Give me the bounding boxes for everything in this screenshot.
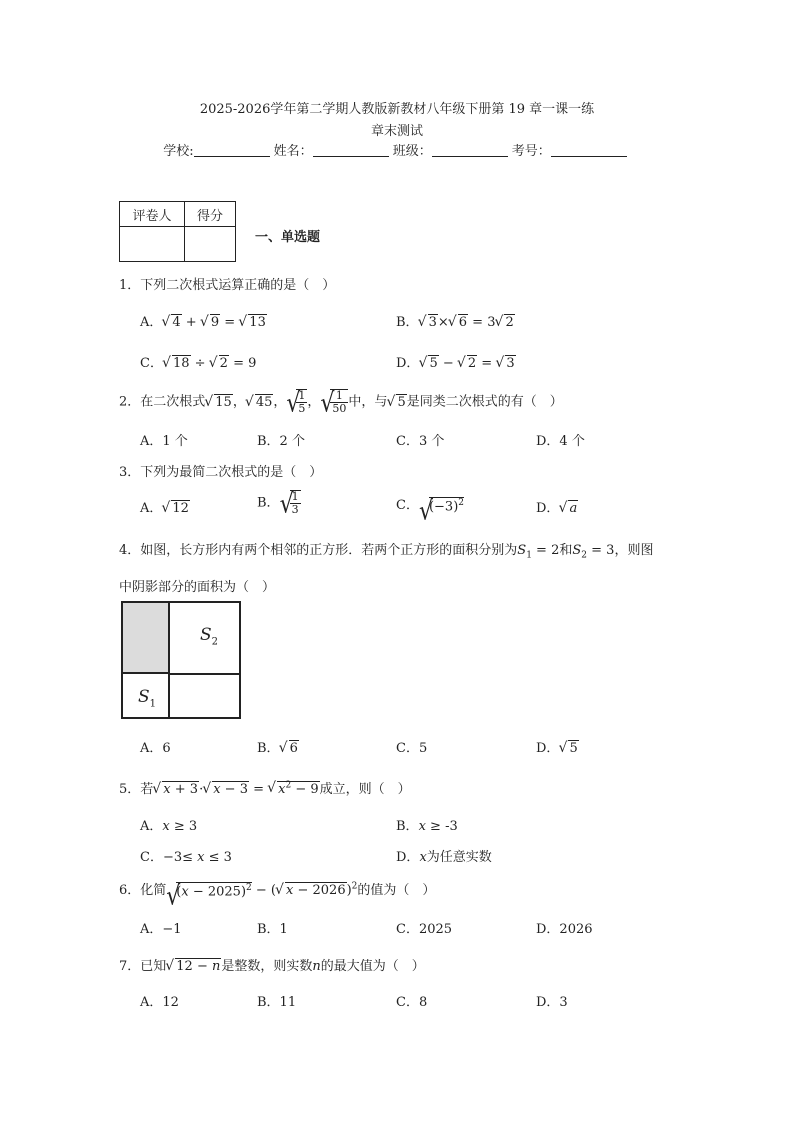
question-1-option-c: C．√ 18 ÷ √ 2 = 9 — [140, 352, 256, 371]
class-label: 班级： — [392, 144, 432, 159]
question-2-option-b: B．2 个 — [257, 434, 305, 449]
question-6-stem: 6．化简√ $(x - 2025)^2$ − (√ x − 2026)$^2$的值为（ ） — [119, 879, 435, 899]
exam-no-label: 考号： — [511, 144, 551, 159]
question-4-option-a: A．6 — [140, 741, 171, 756]
question-6-option-a: A．−1 — [140, 922, 182, 937]
question-4-option-d: D．√ 5 — [536, 737, 579, 756]
question-3-option-c: C．√ $(-3)^2$ — [396, 494, 464, 514]
question-2-option-c: C．3 个 — [396, 434, 445, 449]
class-blank — [432, 144, 508, 157]
grader-header: 评卷人 — [120, 202, 185, 227]
question-3-stem: 3．下列为最简二次根式的是（ ） — [119, 465, 323, 480]
question-5-option-c: C．−3≤ x ≤ 3 — [140, 850, 232, 865]
question-5-option-d: D．x为任意实数 — [396, 850, 492, 865]
student-info-line — [0, 140, 794, 159]
question-7-option-c: C．8 — [396, 995, 428, 1010]
question-5-option-a: A．x ≥ 3 — [140, 819, 198, 834]
school-blank — [194, 144, 270, 157]
question-5-option-b: B．x ≥ -3 — [396, 819, 458, 834]
name-label: 姓名： — [273, 144, 313, 159]
question-1-option-b: B．√ 3×√ 6 = 3√ 2 — [396, 311, 515, 330]
question-6-option-b: B．1 — [257, 922, 288, 937]
question-3-option-d: D．√ a — [536, 497, 578, 516]
shaded-region — [123, 603, 170, 674]
question-6-option-d: D．2026 — [536, 922, 593, 937]
question-7-option-a: A．12 — [140, 995, 179, 1010]
score-cell — [185, 227, 236, 262]
school-label: 学校: — [163, 144, 194, 159]
question-4-option-b: B．√ 6 — [257, 737, 299, 756]
name-blank — [313, 144, 389, 157]
question-2-stem: 2．在二次根式√ 15，√ 45， √ $\frac{1}{5}$ ， √ $\frac{1}{50}$ 中，与√ 5是同类二次根式的有（ ） — [119, 389, 563, 415]
figure-label-s1: $S_1$ — [138, 687, 157, 710]
figure-divider-vertical — [168, 603, 170, 717]
question-4-stem-line2: 中阴影部分的面积为（ ） — [119, 580, 276, 595]
question-6-option-c: C．2025 — [396, 922, 453, 937]
figure-label-s2: $S_2$ — [200, 625, 219, 648]
question-1-option-d: D．√ 5 − √ 2 = √ 3 — [396, 352, 516, 371]
question-1-option-a: A．√ 4 + √ 9 = √ 13 — [140, 311, 267, 330]
exam-title-line1: 2025-2026学年第二学期人教版新教材八年级下册第 19 章一课一练 — [199, 102, 595, 117]
exam-no-blank — [551, 144, 627, 157]
figure-divider-horizontal — [168, 673, 239, 675]
exam-title-line2: 章末测试 — [370, 124, 423, 139]
question-4-figure — [121, 601, 241, 719]
question-5-stem: 5．若√ x + 3·√ x − 3 = √ $x^2 - 9$成立，则（ ） — [119, 778, 411, 797]
question-7-option-b: B．11 — [257, 995, 297, 1010]
grader-cell — [120, 227, 185, 262]
question-2-option-d: D．4 个 — [536, 434, 585, 449]
question-3-option-a: A．√ 12 — [140, 497, 190, 516]
question-4-option-c: C．5 — [396, 741, 428, 756]
question-4-stem-line1: 4．如图，长方形内有两个相邻的正方形．若两个正方形的面积分别为$S_1 = 2$和$S_2 = 3$，则图 — [119, 543, 654, 561]
question-7-stem: 7．已知√ 12 − n是整数，则实数n的最大值为（ ） — [119, 955, 425, 974]
question-2-option-a: A．1 个 — [140, 434, 188, 449]
score-header: 得分 — [185, 202, 236, 227]
question-1-stem: 1．下列二次根式运算正确的是（ ） — [119, 278, 336, 293]
question-7-option-d: D．3 — [536, 995, 568, 1010]
section-title: 一、单选题 — [255, 230, 321, 245]
question-3-option-b: B． √ $\frac{1}{3}$ — [257, 490, 301, 516]
score-table — [119, 201, 236, 262]
